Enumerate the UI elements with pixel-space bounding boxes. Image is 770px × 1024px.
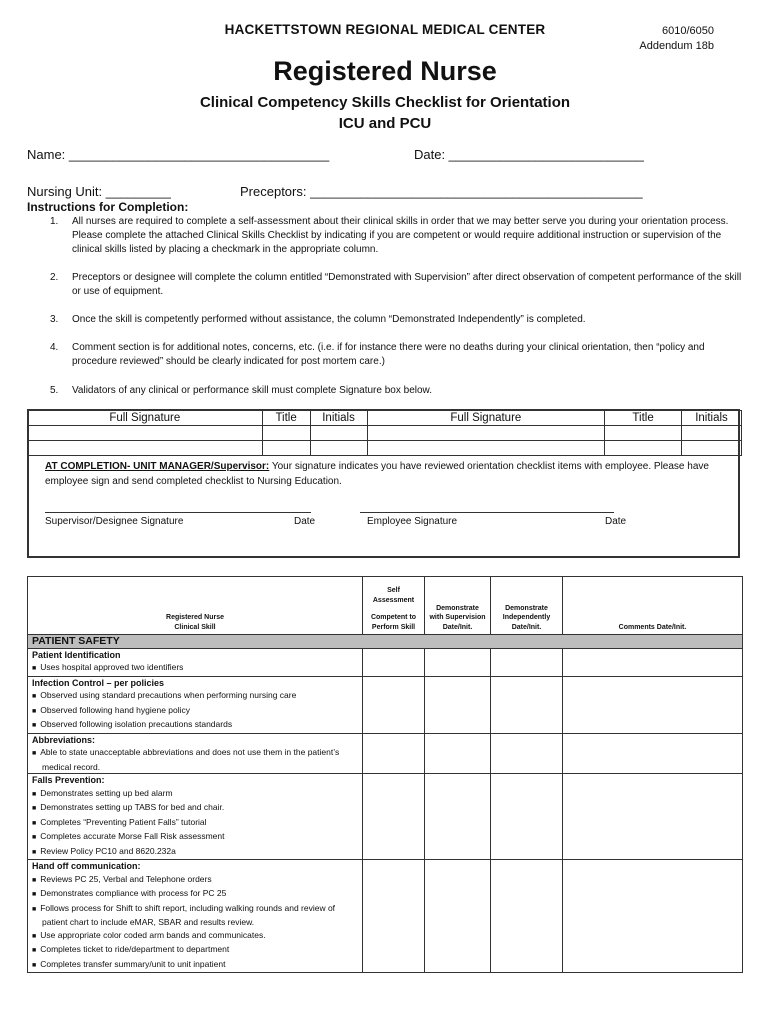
initials-cell[interactable] [310, 441, 367, 456]
skills-table-title [28, 577, 363, 635]
skill-category: Falls Prevention: [32, 775, 105, 785]
supervision-entry-cell[interactable] [425, 676, 491, 733]
comments-entry-cell[interactable] [563, 676, 743, 733]
employee-signature-label: Employee Signature [367, 516, 458, 527]
manager-instructions [45, 459, 735, 489]
independent-entry-cell[interactable] [491, 676, 563, 733]
skill-item: ■ Completes transfer summary/unit to unit inpatient [32, 958, 358, 973]
comments-entry-cell[interactable] [563, 860, 743, 973]
skill-item: ■ Reviews PC 25, Verbal and Telephone orders [32, 873, 358, 888]
supervision-entry-cell[interactable] [425, 774, 491, 860]
comments-entry-cell[interactable] [563, 733, 743, 774]
comments-entry-cell[interactable] [563, 774, 743, 860]
document-subtitle [0, 92, 770, 134]
header-full-signature: Full Signature [28, 411, 263, 426]
supervision-entry-cell[interactable] [425, 648, 491, 676]
title-cell[interactable] [262, 441, 310, 456]
instruction-item: 2. Preceptors or designee will complete the column entitled “Demonstrated with Supervision” after direct observation of competent performance of the skill or use of equipment. [50, 272, 742, 297]
independent-entry-cell[interactable] [491, 774, 563, 860]
skill-item: ■ Observed following hand hygiene policy [32, 704, 358, 719]
skill-item: ■ Completes ticket to ride/department to department [32, 943, 358, 958]
supervisor-date-label: Date [294, 516, 316, 527]
competent-checkbox-cell[interactable] [363, 733, 425, 774]
signature-row [28, 426, 742, 441]
instruction-item: 3. Once the skill is competently performed without assistance, the column “Demonstrated Independently” is completed. [50, 314, 586, 325]
skill-item: ■ Use appropriate color coded arm bands and communicates. [32, 929, 358, 944]
skill-category: Patient Identification [32, 649, 121, 660]
instruction-item: 5. Validators of any clinical or performance skill must complete Signature box below. [50, 385, 432, 396]
skills-title-line-2: Clinical Skill [174, 623, 216, 631]
initials-cell[interactable] [682, 426, 742, 441]
title-cell[interactable] [262, 426, 310, 441]
subtitle-line-1: Clinical Competency Skills Checklist for Orientation [199, 94, 571, 111]
initials-cell[interactable] [682, 441, 742, 456]
skill-category: Infection Control – per policies [32, 677, 165, 688]
skill-description-cell [28, 648, 363, 676]
skill-description-cell [28, 860, 363, 973]
form-number: 6010/6050 [662, 25, 714, 37]
independent-entry-cell[interactable] [491, 648, 563, 676]
header-full-signature: Full Signature [367, 411, 605, 426]
skill-category: Abbreviations: [32, 734, 96, 745]
header-title: Title [262, 411, 310, 426]
subtitle-line-2: ICU and PCU [338, 115, 432, 132]
skill-group-row [28, 860, 743, 973]
signature-cell[interactable] [367, 441, 605, 456]
date-field[interactable]: Date: ___________________________ [414, 147, 644, 162]
signature-row [28, 441, 742, 456]
skill-description-cell [28, 774, 363, 860]
col-demonstrate-independently: Demonstrate Independently Date/Init. [491, 577, 563, 635]
self-assessment-label: Self Assessment [372, 587, 415, 604]
name-field[interactable]: Name: ____________________________________ [27, 147, 330, 162]
skill-item: ■ Uses hospital approved two identifiers [32, 661, 358, 676]
signature-cell[interactable] [367, 426, 605, 441]
organization-name: HACKETTSTOWN REGIONAL MEDICAL CENTER [224, 22, 546, 37]
preceptors-field[interactable]: Preceptors: ______________________________________________ [240, 184, 643, 199]
instructions-heading: Instructions for Completion: [27, 200, 189, 214]
skill-item: ■ Demonstrates setting up TABS for bed and chair. [32, 801, 358, 816]
independent-entry-cell[interactable] [491, 860, 563, 973]
skill-group-row [28, 733, 743, 774]
supervisor-signature-line[interactable] [45, 512, 311, 513]
competent-label: Competent to Perform Skill [370, 614, 417, 631]
initials-cell[interactable] [310, 426, 367, 441]
instruction-item: 1. All nurses are required to complete a self-assessment about their clinical skills in order that we may better serve you during your orientation process. Please complete the attached Clinical Skills Checklist by indicating if you are competent or would require additional instruction or supervision of the clinical skills listed by placing a checkmark in the appropriate column. [50, 216, 729, 255]
supervisor-signature-label: Supervisor/Designee Signature [45, 516, 184, 527]
skill-description-cell [28, 733, 363, 774]
document-title: Registered Nurse [273, 56, 497, 86]
skill-description-cell [28, 676, 363, 733]
skill-item: ■ Demonstrates setting up bed alarm [32, 787, 358, 802]
validator-signature-table [27, 410, 742, 456]
supervision-entry-cell[interactable] [425, 733, 491, 774]
skill-group-row [28, 774, 743, 860]
skill-item: ■ Demonstrates compliance with process for PC 25 [32, 887, 358, 902]
competent-checkbox-cell[interactable] [363, 676, 425, 733]
nursing-unit-field[interactable]: Nursing Unit: _________ [27, 184, 171, 199]
signature-cell[interactable] [28, 426, 263, 441]
competent-checkbox-cell[interactable] [363, 648, 425, 676]
title-cell[interactable] [605, 441, 682, 456]
manager-label: AT COMPLETION- UNIT MANAGER/Supervisor: [45, 461, 270, 472]
header-initials: Initials [682, 411, 742, 426]
independent-entry-cell[interactable] [491, 733, 563, 774]
skill-group-row [28, 676, 743, 733]
clinical-skills-table [27, 576, 743, 973]
competent-checkbox-cell[interactable] [363, 774, 425, 860]
skill-item: ■ Completes accurate Morse Fall Risk assessment [32, 830, 358, 845]
instruction-item: 4. Comment section is for additional notes, concerns, etc. (i.e. if for instance there were no deaths during your clinical orientation, then “policy and procedure reviewed” should be clearly indicated for post mortem care.) [50, 342, 705, 367]
col-comments: Comments Date/Init. [563, 577, 743, 635]
skill-item: ■ Able to state unacceptable abbreviations and does not use them in the patient’s medical record. [32, 746, 358, 773]
competent-checkbox-cell[interactable] [363, 860, 425, 973]
skill-item: ■ Observed following isolation precautions standards [32, 718, 358, 733]
form-code [639, 24, 714, 54]
skill-item: ■ Follows process for Shift to shift report, including walking rounds and review of patient chart to include eMAR, SBAR and results review. [32, 902, 358, 929]
title-cell[interactable] [605, 426, 682, 441]
skill-group-row [28, 648, 743, 676]
supervision-entry-cell[interactable] [425, 860, 491, 973]
skill-item: ■ Observed using standard precautions when performing nursing care [32, 689, 358, 704]
header-initials: Initials [310, 411, 367, 426]
signature-cell[interactable] [28, 441, 263, 456]
employee-signature-line[interactable] [360, 512, 614, 513]
manager-text: Your signature indicates you have reviewed orientation checklist items with employee. Please have employee sign and send completed checklist to Nursing Education. [45, 461, 709, 487]
comments-entry-cell[interactable] [563, 648, 743, 676]
employee-date-label: Date [605, 516, 627, 527]
addendum-label: Addendum 18b [639, 40, 714, 52]
skill-category: Hand off communication: [32, 861, 141, 871]
col-self-assessment [363, 577, 425, 635]
col-demonstrate-supervision: Demonstrate with Supervision Date/Init. [425, 577, 491, 635]
section-patient-safety: PATIENT SAFETY [28, 635, 743, 649]
skill-item: ■ Completes “Preventing Patient Falls” tutorial [32, 816, 358, 831]
header-title: Title [605, 411, 682, 426]
skill-item: ■ Review Policy PC10 and 8620.232a [32, 845, 358, 860]
skills-title-line-1: Registered Nurse [166, 614, 224, 621]
